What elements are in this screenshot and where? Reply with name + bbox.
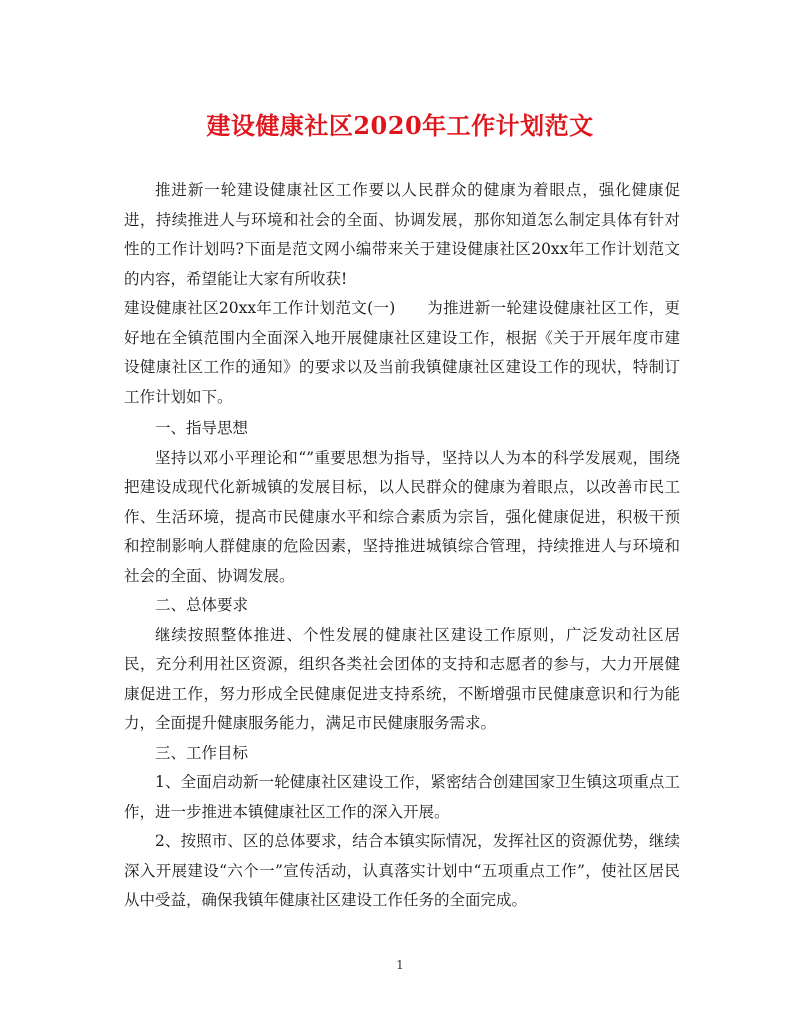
intro-paragraph: 推进新一轮建设健康社区工作要以人民群众的健康为着眼点，强化健康促进，持续推进人与环境和社会的全面、协调发展，那你知道怎么制定具体有针对性的工作计划吗?下面是范文网小编带来关于建设健康社区20xx年工作计划范文的内容，希望能让大家有所收获! <box>124 181 680 288</box>
paragraph-work-goal-1: 1、全面启动新一轮健康社区建设工作，紧密结合创建国家卫生镇这项重点工作，进一步推进本镇健康社区工作的深入开展。 <box>124 773 680 821</box>
document-title: 建设健康社区2020年工作计划范文 <box>206 111 594 140</box>
section-intro-paragraph: 建设健康社区20xx年工作计划范文(一) 为推进新一轮建设健康社区工作，更好地在全镇范围内全面深入地开展健康社区建设工作，根据《关于开展年度市建设健康社区工作的通知》的要求以及当前我镇健康社区建设工作的现状，特制订工作计划如下。 <box>124 299 680 406</box>
paragraph-work-goal-2: 2、按照市、区的总体要求，结合本镇实际情况，发挥社区的资源优势，继续深入开展建设“六个一”宣传活动，认真落实计划中“五项重点工作”，使社区居民从中受益，确保我镇年健康社区建设工作任务的全面完成。 <box>124 832 680 909</box>
heading-work-goals: 三、工作目标 <box>155 743 249 762</box>
paragraph-guiding-ideology: 坚持以邓小平理论和“”重要思想为指导，坚持以人为本的科学发展观，围绕把建设成现代化新城镇的发展目标，以人民群众的健康为着眼点，以改善市民工作、生活环境，提高市民健康水平和综合素质为宗旨，强化健康促进，积极干预和控制影响人群健康的危险因素，坚持推进城镇综合管理，持续推进人与环境和社会的全面、协调发展。 <box>124 448 680 585</box>
document-body <box>124 176 680 916</box>
heading-guiding-ideology: 一、指导思想 <box>155 419 249 437</box>
heading-overall-requirements: 二、总体要求 <box>155 596 249 614</box>
paragraph-overall-requirements: 继续按照整体推进、个性发展的健康社区建设工作原则，广泛发动社区居民，充分利用社区资源，组织各类社会团体的支持和志愿者的参与，大力开展健康促进工作，努力形成全民健康促进支持系统，不断增强市民健康意识和行为能力，全面提升健康服务能力，满足市民健康服务需求。 <box>124 625 680 732</box>
page-number: 1 <box>396 958 404 972</box>
